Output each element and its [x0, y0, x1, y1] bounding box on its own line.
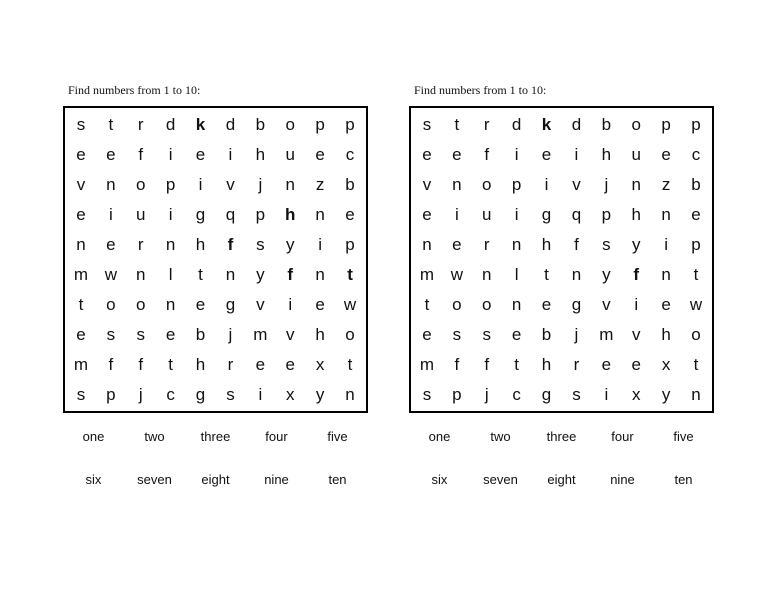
grid-letter: e [631, 354, 641, 374]
grid-letter: b [691, 175, 701, 195]
grid-letter: e [601, 354, 612, 374]
grid-letter: h [315, 324, 325, 344]
grid-letter: e [691, 205, 701, 225]
grid-letter: t [78, 294, 84, 314]
grid-letter: i [634, 294, 639, 314]
grid-letter: r [573, 354, 580, 374]
word-eight: eight [201, 472, 230, 487]
grid-letter: y [315, 384, 325, 404]
grid-letter: f [574, 235, 579, 255]
word-two: two [144, 429, 165, 444]
grid-letter: i [664, 235, 669, 255]
grid-letter: n [571, 264, 582, 284]
grid-letter: p [691, 115, 701, 135]
grid-letter: t [198, 264, 203, 284]
grid-letter: t [168, 354, 173, 374]
grid-letter: f [633, 264, 640, 284]
word-list [409, 427, 714, 490]
grid-letter: p [601, 205, 612, 225]
grid-letter: c [345, 145, 355, 165]
grid-letter: w [343, 294, 357, 314]
grid-letter: s [422, 115, 432, 135]
grid-letter: n [285, 175, 295, 195]
word-five: five [327, 429, 348, 444]
grid-letter: s [226, 384, 235, 404]
grid-letter: g [225, 294, 236, 314]
grid-letter: n [165, 294, 176, 314]
grid-letter: i [168, 205, 173, 225]
grid-letter: h [661, 324, 671, 344]
grid-letter: u [285, 145, 295, 165]
grid-letter: m [599, 324, 614, 344]
grid-letter: i [108, 205, 113, 225]
grid-letter: e [452, 145, 462, 165]
word-nine: nine [264, 472, 289, 487]
grid-letter: t [454, 115, 460, 135]
word-three: three [200, 429, 231, 444]
grid-letter: e [76, 324, 86, 344]
grid-letter: h [195, 354, 206, 374]
grid-letter: v [226, 175, 235, 195]
grid-letter: i [198, 175, 203, 195]
word-ten: ten [328, 472, 347, 487]
grid-letter: i [574, 145, 579, 165]
grid-letter: o [482, 294, 492, 314]
grid-letter: s [602, 235, 611, 255]
grid-letter: l [168, 264, 173, 284]
grid-letter: f [108, 354, 114, 374]
grid-letter: n [482, 264, 492, 284]
grid-letter: t [514, 354, 519, 374]
grid-letter: o [285, 115, 295, 135]
grid-letter: p [255, 205, 266, 225]
grid-letter: y [256, 264, 265, 284]
grid-letter: s [76, 384, 86, 404]
grid-letter: g [541, 205, 552, 225]
grid-letter: k [541, 115, 552, 135]
grid-letter: b [255, 115, 266, 135]
grid-letter: k [195, 115, 206, 135]
grid-letter: e [76, 145, 86, 165]
grid-letter: e [422, 145, 432, 165]
grid-letter: r [483, 235, 490, 255]
grid-letter: p [691, 235, 701, 255]
grid-letter: w [104, 264, 117, 284]
grid-letter: o [136, 294, 146, 314]
grid-letter: f [484, 354, 490, 374]
grid-letter: n [511, 235, 522, 255]
grid-letter: d [225, 115, 236, 135]
grid-letter: p [345, 115, 355, 135]
word-one: one [82, 429, 105, 444]
grid-letter: y [631, 235, 641, 255]
word-six: six [85, 472, 102, 487]
word-three: three [546, 429, 577, 444]
grid-letter: t [424, 294, 430, 314]
grid-letter: e [195, 294, 206, 314]
grid-letter: n [136, 264, 146, 284]
grid-letter: r [227, 354, 234, 374]
grid-letter: v [285, 324, 295, 344]
grid-letter: v [631, 324, 641, 344]
grid-letter: e [106, 235, 116, 255]
grid-letter: d [165, 115, 176, 135]
grid-letter: e [661, 294, 671, 314]
grid-letter: p [345, 235, 355, 255]
grid-letter: e [541, 145, 552, 165]
grid-letter: w [689, 294, 703, 314]
grid-letter: s [76, 115, 86, 135]
grid-letter: i [168, 145, 173, 165]
grid-letter: w [450, 264, 463, 284]
grid-letter: v [256, 294, 265, 314]
grid-letter: o [452, 294, 462, 314]
grid-letter: n [315, 205, 325, 225]
grid-letter: z [661, 175, 671, 195]
grid-letter: p [165, 175, 176, 195]
word-row [63, 470, 368, 490]
grid-letter: f [227, 235, 234, 255]
grid-letter: f [138, 145, 144, 165]
grid-letter: f [484, 145, 490, 165]
grid-letter: o [136, 175, 146, 195]
grid-letter: j [228, 324, 233, 344]
puzzle-right [409, 82, 714, 513]
grid-letter: n [511, 294, 522, 314]
grid-letter: h [285, 205, 296, 225]
grid-letter: z [315, 175, 325, 195]
grid-letter: n [106, 175, 116, 195]
grid-letter: v [572, 175, 581, 195]
grid-letter: b [601, 115, 612, 135]
grid-letter: n [422, 235, 432, 255]
grid-letter: m [419, 264, 435, 284]
grid-letter: s [256, 235, 265, 255]
grid-letter: j [604, 175, 609, 195]
grid-letter: x [285, 384, 295, 404]
grid-letter: c [166, 384, 175, 404]
puzzle-left [63, 82, 368, 513]
grid-letter: p [315, 115, 325, 135]
grid-letter: o [691, 324, 701, 344]
grid-letter: q [571, 205, 582, 225]
grid-letter: l [514, 264, 519, 284]
grid-letter: v [422, 175, 432, 195]
grid-letter: e [511, 324, 522, 344]
grid-letter: t [108, 115, 114, 135]
grid-letter: n [315, 264, 325, 284]
letter-grid [409, 106, 714, 413]
grid-letter: i [288, 294, 293, 314]
word-nine: nine [610, 472, 635, 487]
grid-letter: j [138, 384, 143, 404]
grid-letter: e [106, 145, 116, 165]
grid-letter: r [483, 115, 490, 135]
grid-letter: g [571, 294, 582, 314]
grid-letter: h [631, 205, 641, 225]
grid-letter: y [285, 235, 295, 255]
grid-letter: r [137, 115, 144, 135]
grid-letter: u [136, 205, 146, 225]
grid-letter: r [137, 235, 144, 255]
grid-letter: f [454, 354, 460, 374]
grid-letter: t [347, 354, 353, 374]
grid-letter: o [345, 324, 355, 344]
grid-letter: n [452, 175, 462, 195]
grid-letter: j [574, 324, 579, 344]
grid-letter: e [165, 324, 176, 344]
grid-letter: n [225, 264, 236, 284]
grid-letter: t [693, 264, 699, 284]
grid-letter: n [631, 175, 641, 195]
grid-letter: j [258, 175, 263, 195]
grid-letter: s [452, 324, 462, 344]
grid-letter: h [255, 145, 266, 165]
grid-letter: b [195, 324, 206, 344]
word-list [63, 427, 368, 490]
grid-letter: h [601, 145, 612, 165]
grid-letter: v [76, 175, 86, 195]
word-six: six [431, 472, 448, 487]
grid-letter: g [195, 384, 206, 404]
grid-letter: e [76, 205, 86, 225]
grid-letter: u [482, 205, 492, 225]
word-row [63, 427, 368, 447]
grid-letter: d [511, 115, 522, 135]
grid-letter: e [541, 294, 552, 314]
word-four: four [611, 429, 634, 444]
grid-letter: i [228, 145, 233, 165]
grid-letter: m [253, 324, 268, 344]
grid-letter: s [106, 324, 116, 344]
grid-letter: t [693, 354, 699, 374]
grid-letter: n [661, 205, 671, 225]
grid-letter: b [345, 175, 355, 195]
grid-letter: n [345, 384, 355, 404]
instruction-text: Find numbers from 1 to 10: [68, 83, 201, 97]
grid-letter: c [691, 145, 701, 165]
grid-letter: y [602, 264, 611, 284]
word-one: one [428, 429, 451, 444]
grid-letter: n [165, 235, 176, 255]
instruction-text: Find numbers from 1 to 10: [414, 83, 547, 97]
word-eight: eight [547, 472, 576, 487]
grid-letter: v [602, 294, 611, 314]
word-row [409, 470, 714, 490]
grid-letter: s [422, 384, 432, 404]
grid-letter: y [661, 384, 671, 404]
grid-letter: e [315, 294, 325, 314]
grid-letter: e [345, 205, 355, 225]
grid-letter: i [454, 205, 459, 225]
grid-letter: i [514, 145, 519, 165]
word-seven: seven [137, 472, 172, 487]
grid-letter: h [541, 235, 552, 255]
word-two: two [490, 429, 511, 444]
grid-letter: b [541, 324, 552, 344]
grid-letter: h [195, 235, 206, 255]
grid-letter: s [572, 384, 581, 404]
grid-letter: o [106, 294, 116, 314]
grid-letter: m [73, 354, 89, 374]
grid-letter: e [195, 145, 206, 165]
grid-letter: g [541, 384, 552, 404]
word-four: four [265, 429, 288, 444]
grid-letter: t [347, 264, 353, 284]
word-five: five [673, 429, 694, 444]
grid-letter: i [514, 205, 519, 225]
grid-letter: p [106, 384, 116, 404]
grid-letter: n [691, 384, 701, 404]
grid-letter: f [287, 264, 294, 284]
letter-grid [63, 106, 368, 413]
grid-letter: g [195, 205, 206, 225]
grid-letter: i [258, 384, 263, 404]
grid-letter: e [422, 205, 432, 225]
grid-letter: e [422, 324, 432, 344]
grid-letter: u [631, 145, 641, 165]
grid-letter: i [318, 235, 323, 255]
word-row [409, 427, 714, 447]
grid-letter: d [571, 115, 582, 135]
grid-letter: x [661, 354, 671, 374]
grid-letter: x [315, 354, 325, 374]
grid-letter: e [285, 354, 295, 374]
grid-letter: i [604, 384, 609, 404]
grid-letter: i [544, 175, 549, 195]
grid-letter: j [484, 384, 489, 404]
grid-letter: h [541, 354, 552, 374]
grid-letter: p [452, 384, 462, 404]
grid-letter: q [225, 205, 236, 225]
grid-letter: f [138, 354, 144, 374]
word-ten: ten [674, 472, 693, 487]
grid-letter: p [511, 175, 522, 195]
grid-letter: o [482, 175, 492, 195]
grid-letter: m [73, 264, 89, 284]
grid-letter: n [76, 235, 86, 255]
grid-letter: e [315, 145, 325, 165]
grid-letter: e [255, 354, 266, 374]
grid-letter: p [661, 115, 671, 135]
grid-letter: e [452, 235, 462, 255]
grid-letter: c [512, 384, 521, 404]
grid-letter: s [482, 324, 491, 344]
grid-letter: s [136, 324, 145, 344]
grid-letter: e [661, 145, 671, 165]
grid-letter: x [631, 384, 641, 404]
grid-letter: n [661, 264, 671, 284]
word-seven: seven [483, 472, 518, 487]
grid-letter: o [631, 115, 641, 135]
grid-letter: t [544, 264, 549, 284]
grid-letter: m [419, 354, 435, 374]
